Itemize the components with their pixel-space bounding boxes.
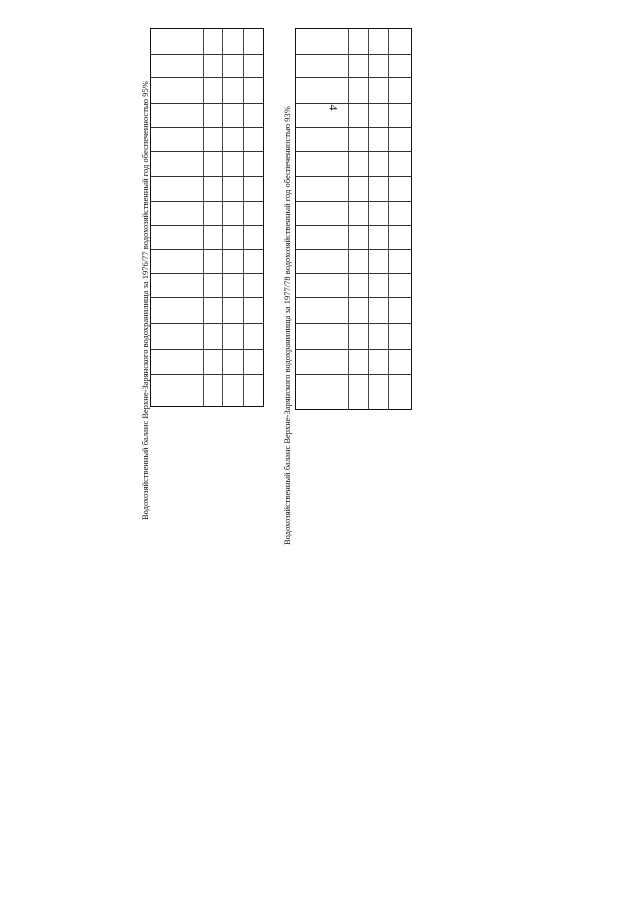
table-1-caption: Водохозяйственный баланс Верхне-Зарянского водохранилища за 1976/77 водохозяйственный год обеспеченностью 95%: [140, 81, 150, 520]
balance-table-1: [150, 28, 264, 407]
balance-table-2: [295, 28, 412, 410]
page-number: 4: [326, 104, 341, 111]
table-2-caption: Водохозяйственный баланс Верхне-Зарянского водохранилища за 1977/78 водохозяйственный год обеспеченностью 93%: [282, 106, 292, 545]
